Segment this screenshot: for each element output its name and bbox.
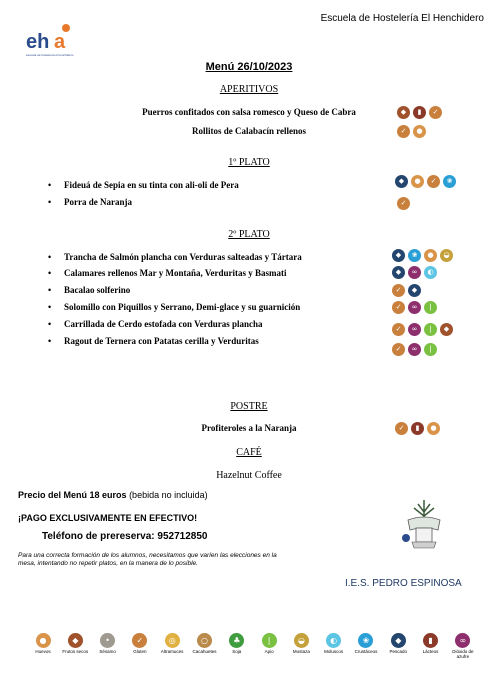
section-postre: POSTRE [230, 401, 268, 412]
allergen-legend [28, 633, 478, 660]
gluten-icon: ✓ [397, 125, 410, 138]
frutos-secos-icon: ◆ [397, 106, 410, 119]
sulfitos-icon: ∞ [408, 301, 421, 314]
dish-name: Calamares rellenos Mar y Montaña, Verduritas y Basmati [64, 268, 287, 278]
gluten-icon: ✓ [427, 175, 440, 188]
legend-item-sesamo [93, 633, 123, 660]
gluten-icon: ✓ [429, 106, 442, 119]
allergens-segundo-3 [392, 284, 421, 297]
allergens-postre-1 [395, 422, 440, 435]
legend-item-moluscos [319, 633, 349, 660]
dish-name: Fideuá de Sepia en su tinta con ali-oli de Pera [64, 180, 239, 190]
allergens-segundo-5 [392, 323, 453, 336]
cacahuetes-icon: ○ [197, 633, 212, 648]
huevos-icon: ● [413, 125, 426, 138]
dish-name: Carrillada de Cerdo estofada con Verduras plancha [64, 319, 263, 329]
price-bold: Precio del Menú 18 euros [18, 490, 127, 500]
legend-label: Gluten [133, 649, 147, 654]
frutos-secos-icon: ◆ [440, 323, 453, 336]
legend-label: Altramuces [160, 649, 184, 654]
menu-title: Menú 26/10/2023 [205, 61, 293, 73]
school-name: Escuela de Hostelería El Henchidero [320, 13, 484, 24]
pescado-icon: ◆ [391, 633, 406, 648]
gluten-icon: ✓ [392, 323, 405, 336]
allergens-aperitivo-2 [397, 125, 426, 138]
dish-postre-1: Profiteroles a la Naranja [201, 423, 297, 433]
dish-primero-2: • Porra de Naranja [48, 197, 132, 207]
svg-text:a: a [54, 31, 66, 53]
institute-name: I.E.S. PEDRO ESPINOSA [345, 578, 462, 589]
sulfitos-icon: ∞ [408, 343, 421, 356]
price-line [18, 490, 208, 500]
dish-aperitivo-2: Rollitos de Calabacín rellenos [191, 126, 307, 136]
legend-item-soja [222, 633, 252, 660]
sulfitos-icon: ∞ [455, 633, 470, 648]
dish-aperitivo-1: Puerros confitados con salsa romesco y Queso de Cabra [142, 107, 356, 117]
legend-label: Crustáceos [354, 649, 378, 654]
pescado-icon: ◆ [408, 284, 421, 297]
allergens-primero-2 [397, 197, 410, 210]
crustaceos-icon: ❀ [358, 633, 373, 648]
school-logo [24, 22, 80, 62]
dish-segundo-6: • Ragout de Ternera con Patatas cerilla y Verduritas [48, 336, 259, 346]
mostaza-icon: ◒ [440, 249, 453, 262]
lacteos-icon: ▮ [413, 106, 426, 119]
dish-segundo-1: • Trancha de Salmón plancha con Verduras salteadas y Tártara [48, 252, 302, 262]
legend-label: Moluscos [324, 649, 344, 654]
dish-name: Ragout de Ternera con Patatas cerilla y Verduritas [64, 336, 259, 346]
price-note: (bebida no incluida) [129, 490, 208, 500]
dish-name: Porra de Naranja [64, 197, 132, 207]
legend-item-altramuces [157, 633, 187, 660]
apio-icon: ❘ [424, 301, 437, 314]
crustaceos-icon: ❀ [408, 249, 421, 262]
allergens-segundo-2 [392, 266, 437, 279]
allergens-primero-1 [395, 175, 456, 188]
sulfitos-icon: ∞ [408, 266, 421, 279]
allergens-segundo-4 [392, 301, 437, 314]
sesamo-icon: • [100, 633, 115, 648]
pescado-icon: ◆ [392, 249, 405, 262]
dish-segundo-2: • Calamares rellenos Mar y Montaña, Verduritas y Basmati [48, 268, 287, 278]
logo-subtext: escuela de hostelería el henchidero [26, 53, 74, 57]
chef-sculpture-image [398, 498, 450, 550]
dish-name: Trancha de Salmón plancha con Verduras salteadas y Tártara [64, 252, 302, 262]
legend-label: Lácteos [422, 649, 439, 654]
logo-text: eh [26, 31, 50, 53]
mostaza-icon: ◒ [294, 633, 309, 648]
dish-name: Bacalao solferino [64, 285, 131, 295]
legend-label: Cacahuetes [192, 649, 217, 654]
legend-label: Mostaza [292, 649, 310, 654]
dish-segundo-4: • Solomillo con Piquillos y Serrano, Demi-glace y su guarnición [48, 302, 301, 312]
cafe-item: Hazelnut Coffee [216, 470, 282, 481]
huevos-icon: ● [411, 175, 424, 188]
dish-name: Solomillo con Piquillos y Serrano, Demi-glace y su guarnición [64, 302, 301, 312]
dish-primero-1: • Fideuá de Sepia en su tinta con ali-oli de Pera [48, 180, 239, 190]
gluten-icon: ✓ [397, 197, 410, 210]
legend-label: Sésamo [99, 649, 116, 654]
section-aperitivos: APERITIVOS [219, 84, 279, 95]
payment-note: ¡PAGO EXCLUSIVAMENTE EN EFECTIVO! [18, 513, 198, 523]
dish-segundo-3: • Bacalao solferino [48, 285, 131, 295]
gluten-icon: ✓ [392, 301, 405, 314]
huevos-icon: ● [36, 633, 51, 648]
crustaceos-icon: ❀ [443, 175, 456, 188]
legend-item-sulfitos [448, 633, 478, 660]
allergens-segundo-1 [392, 249, 453, 262]
legend-label: Dióxido de azufre [452, 649, 474, 659]
dish-segundo-5: • Carrillada de Cerdo estofada con Verduras plancha [48, 319, 263, 329]
legend-label: Apio [264, 649, 274, 654]
legend-label: Soja [232, 649, 242, 654]
section-segundo: 2º PLATO [228, 229, 270, 240]
apio-icon: ❘ [424, 323, 437, 336]
gluten-icon: ✓ [392, 284, 405, 297]
huevos-icon: ● [424, 249, 437, 262]
altramuces-icon: ◎ [165, 633, 180, 648]
gluten-icon: ✓ [132, 633, 147, 648]
legend-item-crustaceos [351, 633, 381, 660]
moluscos-icon: ◐ [424, 266, 437, 279]
lacteos-icon: ▮ [423, 633, 438, 648]
section-cafe: CAFÉ [236, 447, 262, 458]
soja-icon: ♣ [229, 633, 244, 648]
moluscos-icon: ◐ [326, 633, 341, 648]
gluten-icon: ✓ [392, 343, 405, 356]
sulfitos-icon: ∞ [408, 323, 421, 336]
legend-item-lacteos [416, 633, 446, 660]
legend-label: Huevos [35, 649, 51, 654]
pescado-icon: ◆ [395, 175, 408, 188]
phone-number: Teléfono de prereserva: 952712850 [42, 531, 208, 542]
legend-item-gluten [125, 633, 155, 660]
allergens-segundo-6 [392, 343, 437, 356]
huevos-icon: ● [427, 422, 440, 435]
legend-label: Frutos secos [62, 649, 89, 654]
allergens-aperitivo-1 [397, 106, 442, 119]
legend-item-mostaza [286, 633, 316, 660]
legend-item-apio [254, 633, 284, 660]
lacteos-icon: ▮ [411, 422, 424, 435]
legend-item-frutos-secos [60, 633, 90, 660]
section-primero: 1º PLATO [228, 157, 270, 168]
pescado-icon: ◆ [392, 266, 405, 279]
legend-item-pescado [383, 633, 413, 660]
frutos-secos-icon: ◆ [68, 633, 83, 648]
legend-item-cacahuetes [189, 633, 219, 660]
gluten-icon: ✓ [395, 422, 408, 435]
apio-icon: ❘ [262, 633, 277, 648]
legend-item-huevos [28, 633, 58, 660]
legend-label: Pescado [389, 649, 408, 654]
apio-icon: ❘ [424, 343, 437, 356]
students-note: Para una correcta formación de los alumnos, necesitamos que varíen las elecciones en la mesa, intentando no repetir platos, en la manera de lo posible. [18, 552, 277, 568]
